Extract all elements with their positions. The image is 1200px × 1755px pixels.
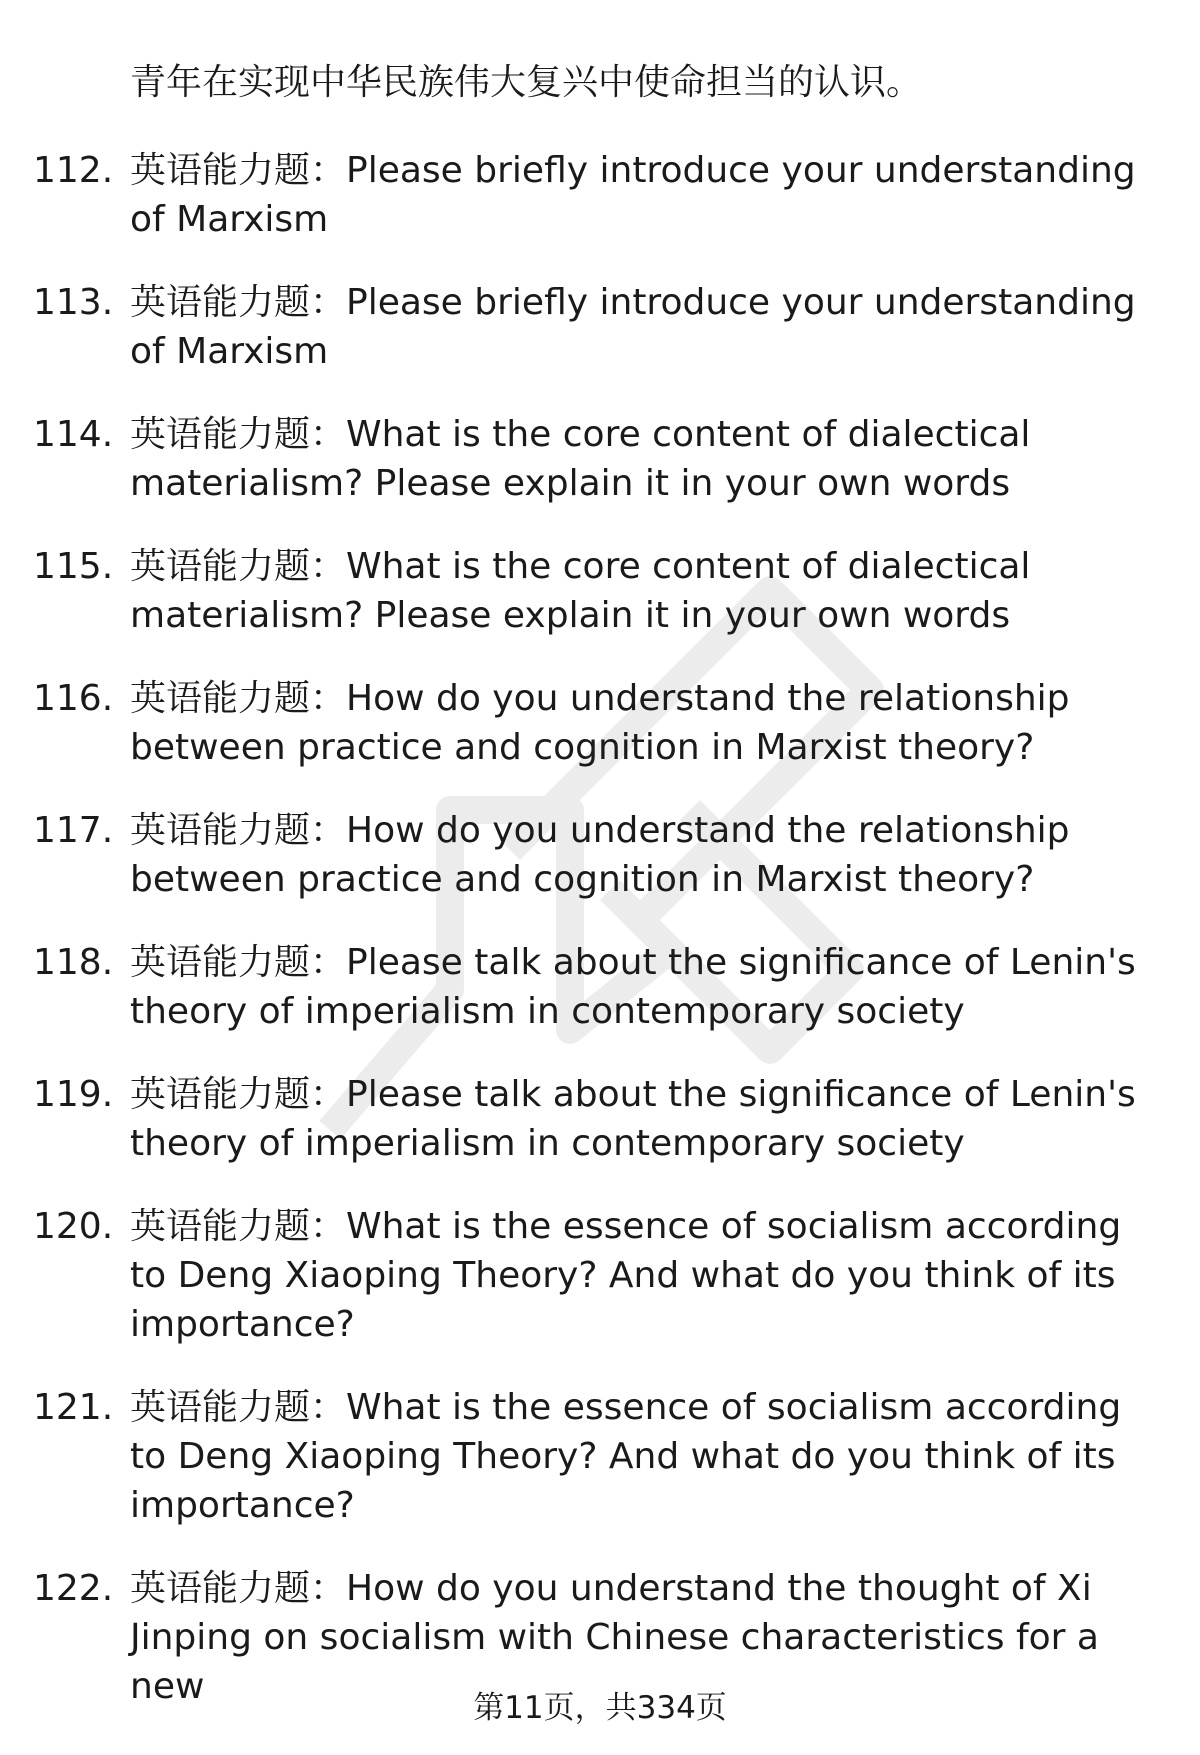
item-number: 120. xyxy=(33,1206,114,1247)
item-text: 英语能力题：Please briefly introduce your understanding of Marxism xyxy=(130,282,1136,372)
item-number: 112. xyxy=(33,150,114,191)
list-item xyxy=(0,938,1200,1036)
item-text: 英语能力题：What is the essence of socialism according to Deng Xiaoping Theory? And what do you think of its importance? xyxy=(130,1387,1122,1526)
item-number: 113. xyxy=(33,282,114,323)
item-number: 116. xyxy=(33,678,114,719)
list-item xyxy=(0,542,1200,640)
list-item xyxy=(0,278,1200,376)
item-number: 114. xyxy=(33,414,114,455)
item-number: 115. xyxy=(33,546,114,587)
item-number: 118. xyxy=(33,942,114,983)
item-text: 英语能力题：Please talk about the significance of Lenin's theory of imperialism in contemporary society xyxy=(130,942,1136,1032)
list-item xyxy=(0,410,1200,508)
continuation-text: 青年在实现中华民族伟大复兴中使命担当的认识。 xyxy=(130,62,923,103)
item-text: 英语能力题：How do you understand the thought of Xi Jinping on socialism with Chinese characteristics for a new xyxy=(130,1568,1099,1707)
item-number: 122. xyxy=(33,1568,114,1609)
item-number: 117. xyxy=(33,810,114,851)
list-item xyxy=(0,146,1200,244)
list-item xyxy=(0,1202,1200,1349)
list-item xyxy=(0,806,1200,904)
list-item xyxy=(0,1070,1200,1168)
item-text: 英语能力题：How do you understand the relationship between practice and cognition in Marxist theory? xyxy=(130,678,1070,768)
page-footer: 第11页，共334页 xyxy=(473,1690,727,1726)
item-number: 119. xyxy=(33,1074,114,1115)
list-item xyxy=(0,674,1200,772)
item-text: 英语能力题：What is the core content of dialectical materialism? Please explain it in your own words xyxy=(130,414,1031,504)
question-list xyxy=(0,146,1200,1745)
item-text: 英语能力题：How do you understand the relationship between practice and cognition in Marxist theory? xyxy=(130,810,1070,900)
item-text: 英语能力题：Please talk about the significance of Lenin's theory of imperialism in contemporary society xyxy=(130,1074,1136,1164)
list-item xyxy=(0,1383,1200,1530)
item-number: 121. xyxy=(33,1387,114,1428)
item-text: 英语能力题：What is the essence of socialism according to Deng Xiaoping Theory? And what do you think of its importance? xyxy=(130,1206,1122,1345)
item-text: 英语能力题：What is the core content of dialectical materialism? Please explain it in your own words xyxy=(130,546,1031,636)
item-text: 英语能力题：Please briefly introduce your understanding of Marxism xyxy=(130,150,1136,240)
